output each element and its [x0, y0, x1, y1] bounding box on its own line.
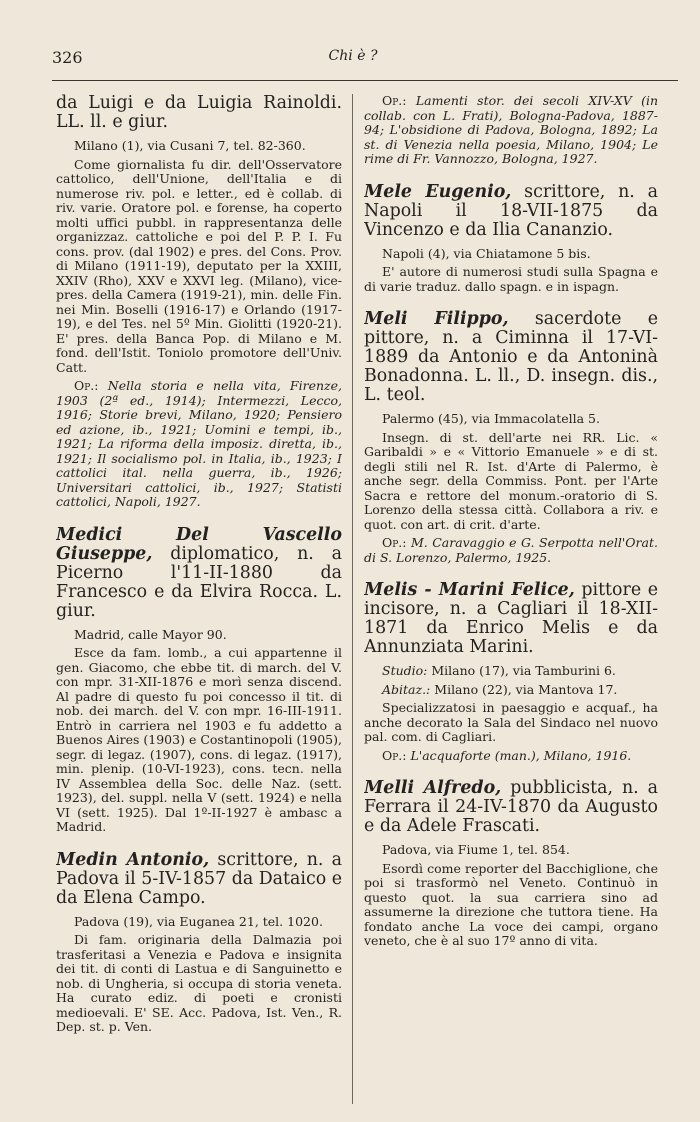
entry-address: Padova (19), via Euganea 21, tel. 1020. — [74, 913, 323, 929]
entry-heading: da Luigi e da Luigia Rainoldi. LL. ll. e giur. — [56, 94, 342, 132]
entry-home — [364, 683, 658, 698]
works-label: Op.: — [382, 94, 407, 108]
entry-heading — [56, 851, 342, 908]
entry-heading — [56, 526, 342, 621]
entry-body: Esce da fam. lomb., a cui appartenne il gen. Giacomo, che ebbe tit. di march. del V. con mpr. 31-XII-1876 e morì senza discend. Al padre di questo fu poi concesso il tit. di nob. dei march. del V. con mpr. 16-III-1911. Entrò in carriera nel 1903 e fu addetto a Buenos Aires (1903) e Costantinopoli (1905), segr. di legaz. (1907), cons. di legaz. (1917), min. plenip. (10-VI-1923), cons. tecn. nella IV Assemblea della Soc. delle Naz. (sett. 1923), del. suppl. nella V (sett. 1924) e nella VI (sett. 1925). Dal 1º-II-1927 è ambasc a Madrid. — [56, 645, 342, 834]
entry-body: E' autore di numerosi studi sulla Spagna e di varie traduz. dallo spagn. e in ispagn. — [364, 264, 658, 294]
entry-heading — [364, 779, 658, 836]
entry-name: Medici Del Vascello Giuseppe, — [56, 524, 342, 564]
running-title: Chi è ? — [328, 48, 378, 64]
entry-name: Medin Antonio, — [56, 849, 210, 870]
studio-address: Milano (17), via Tamburini 6. — [431, 663, 616, 678]
entry-heading-text: diplomatico, n. a Picerno l'11-II-1880 da Francesco e da Elvira Rocca. L. giur. — [56, 543, 342, 621]
entry-works — [364, 536, 658, 565]
entry-body: Specializzatosi in paesaggio e acquaf., ha anche decorato la Sala del Sindaco nel nuovo pal. com. di Cagliari. — [364, 700, 658, 744]
entry-name: Mele Eugenio, — [364, 181, 512, 202]
works-list: M. Caravaggio e G. Serpotta nell'Orat. di S. Lorenzo, Palermo, 1925. — [364, 535, 658, 565]
works-label: Op.: — [382, 535, 407, 550]
studio-label: Studio: — [382, 663, 428, 678]
home-address: Milano (22), via Mantova 17. — [434, 681, 618, 697]
works-list: L'acquaforte (man.), Milano, 1916. — [410, 747, 632, 763]
entry-body: Come giornalista fu dir. dell'Osservatore cattolico, dell'Unione, dell'Italia e di numerose riv. pol. e letter., ed è collab. di riv. varie. Oratore pol. e forense, ha coperto molti uffici pubbl. in rappresentanza delle organizzaz. cattoliche e poi del P. P. I. Fu cons. prov. (dal 1902) e pres. del Cons. Prov. di Milano (1911-19), deputato per la XXIII, XXIV (Rho), XXV e XXVI leg. (Milano), vice-pres. della Camera (1919-21), min. delle Fin. nei Min. Boselli (1916-17) e Orlando (1917-19), e del Tes. nel 5º Min. Giolitti (1920-21). E' pres. della Banca Pop. di Milano e M. fond. dell'Istit. Toniolo promotore dell'Univ. Catt. — [56, 156, 342, 375]
entry-medici-del-vascello — [56, 526, 342, 835]
works-list: Lamenti stor. dei secoli XIV-XV (in collab. con L. Frati), Bologna-Padova, 1887-94; L'obsidione di Padova, Bologna, 1892; La st. di Venezia nella poesia, Milano, 1904; Le rime di Fr. Vannozzo, Bologna, 1927. — [364, 94, 658, 166]
entry-address: Napoli (4), via Chiatamone 5 bis. — [382, 245, 591, 261]
entry-meda-continued — [56, 94, 342, 510]
page-header — [52, 48, 654, 74]
entry-heading-text: sacerdote e pittore, n. a Ciminna il 17-VI-1889 da Antonio e da Antoninà Bonadonna. L. ll., D. insegn. dis., L. teol. — [364, 309, 658, 405]
works-label: Op.: — [74, 378, 99, 393]
entry-medin-works — [364, 94, 658, 167]
entry-body: Di fam. originaria della Dalmazia poi trasferitasi a Venezia e Padova e insignita dei tit. di conti di Lastua e di Sanguinetto e nob. di Ungheria, si occupa di storia veneta. Ha curato ediz. di poeti e cronisti medioevali. E' SE. Acc. Padova, Ist. Ven., R. Dep. st. p. Ven. — [56, 932, 342, 1034]
header-rule — [52, 80, 678, 81]
entry-address: Milano (1), via Cusani 7, tel. 82-360. — [74, 138, 306, 153]
entry-address: Palermo (45), via Immacolatella 5. — [382, 411, 600, 426]
home-label: Abitaz.: — [382, 681, 431, 697]
left-column — [56, 94, 342, 1051]
entry-address: Madrid, calle Mayor 90. — [74, 626, 227, 642]
entry-body: Esordì come reporter del Bacchiglione, che poi si trasformò nel Veneto. Continuò in questo quot. la sua carriera sino ad assumerne la direzione che tuttora tiene. Ha fondato anche La voce dei campi, organo veneto, che è al suo 17º anno di vita. — [364, 860, 658, 948]
entry-studio — [364, 664, 658, 679]
entry-name: Meli Filippo, — [364, 309, 509, 329]
entry-heading — [364, 183, 658, 240]
page-number: 326 — [52, 48, 83, 67]
entry-heading-text: pittore e incisore, n. a Cagliari il 18-XII-1871 da Enrico Melis e da Annunziata Marini. — [364, 580, 658, 657]
column-divider — [352, 94, 353, 1104]
entry-name: Melis - Marini Felice, — [364, 580, 575, 600]
works-label: Op.: — [382, 747, 407, 763]
entry-melis-marini — [364, 581, 658, 763]
entry-works — [364, 749, 658, 764]
entry-heading — [364, 310, 658, 405]
entry-works — [364, 94, 658, 167]
entry-heading — [364, 581, 658, 657]
entry-heading-text: scrittore, n. a Padova il 5-IV-1857 da Dataico e da Elena Campo. — [56, 849, 342, 908]
entry-meli — [364, 310, 658, 565]
entry-heading-text: scrittore, n. a Napoli il 18-VII-1875 da Vincenzo e da Ilia Cananzio. — [364, 181, 658, 240]
right-column — [364, 94, 658, 965]
entry-melli — [364, 779, 658, 949]
entry-heading-text: pubblicista, n. a Ferrara il 24-IV-1870 da Augusto e da Adele Frascati. — [364, 778, 658, 836]
entry-mele — [364, 183, 658, 295]
entry-works — [56, 379, 342, 510]
entry-name: Melli Alfredo, — [364, 778, 502, 798]
entry-body: Insegn. di st. dell'arte nei RR. Lic. « Garibaldi » e « Vittorio Emanuele » e di st. degli stili nel R. Ist. d'Arte di Palermo, è anche segr. della Commiss. Pont. per l'Arte Sacra e rettore del monum.-oratorio di S. Lorenzo della stessa città. Collabora a riv. e quot. con art. di crit. d'arte. — [364, 429, 658, 532]
works-list: Nella storia e nella vita, Firenze, 1903 (2ª ed., 1914); Intermezzi, Lecco, 1916; Storie brevi, Milano, 1920; Pensiero ed azione, ib., 1921; Uomini e tempi, ib., 1921; La riforma della imposiz. diretta, ib., 1921; Il socialismo pol. in Italia, ib., 1923; I cattolici ital. nella guerra, ib., 1926; Universitari cattolici, ib., 1927; Statisti cattolici, Napoli, 1927. — [56, 378, 342, 509]
entry-medin — [56, 851, 342, 1035]
entry-address: Padova, via Fiume 1, tel. 854. — [382, 842, 570, 857]
